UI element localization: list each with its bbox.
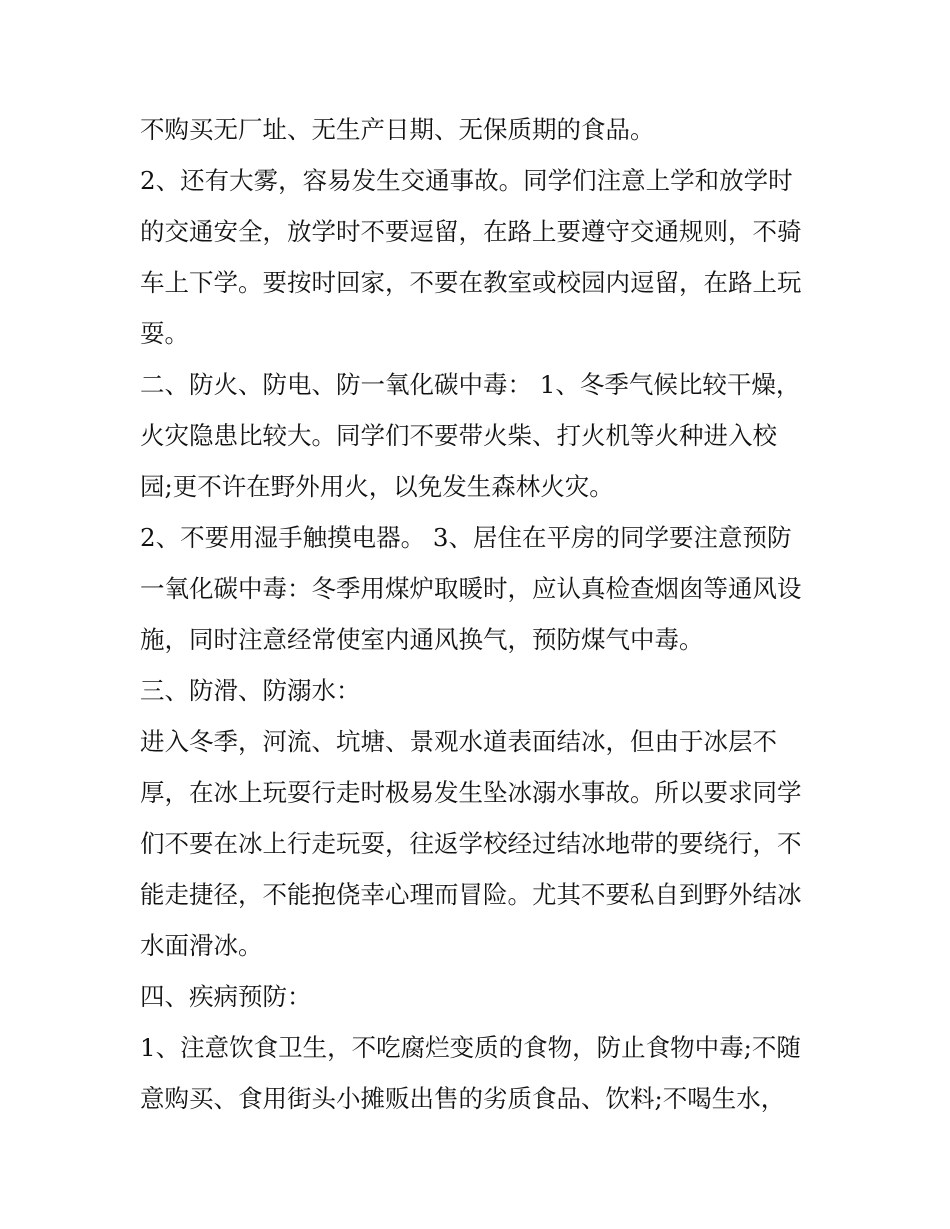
section-heading-slip: 三、防滑、防溺水： xyxy=(140,676,361,705)
text-line: 2、不要用湿手触摸电器。 3、居住在平房的同学要注意预防 xyxy=(140,523,792,552)
text-line: 不购买无厂址、无生产日期、无保质期的食品。 xyxy=(140,115,655,144)
text-line: 园;更不许在野外用火，以免发生森林火灾。 xyxy=(140,472,614,501)
section-heading-disease: 四、疾病预防： xyxy=(140,982,312,1011)
section-heading-fire: 二、防火、防电、防一氧化碳中毒： 1、冬季气候比较干燥， xyxy=(140,370,801,399)
text-line: 一氧化碳中毒：冬季用煤炉取暖时，应认真检查烟囱等通风设 xyxy=(140,574,802,603)
text-line: 1、注意饮食卫生，不吃腐烂变质的食物，防止食物中毒;不随 xyxy=(140,1033,801,1062)
text-line: 进入冬季，河流、坑塘、景观水道表面结冰，但由于冰层不 xyxy=(140,727,777,756)
text-line: 火灾隐患比较大。同学们不要带火柴、打火机等火种进入校 xyxy=(140,421,777,450)
text-line: 2、还有大雾，容易发生交通事故。同学们注意上学和放学时 xyxy=(140,166,793,195)
document-body xyxy=(140,104,830,1124)
text-line: 能走捷径，不能抱侥幸心理而冒险。尤其不要私自到野外结冰 xyxy=(140,880,802,909)
text-line: 车上下学。要按时回家，不要在教室或校园内逗留，在路上玩 xyxy=(140,268,802,297)
text-line: 耍。 xyxy=(140,319,189,348)
text-line: 施，同时注意经常使室内通风换气，预防煤气中毒。 xyxy=(140,625,704,654)
text-line: 厚，在冰上玩耍行走时极易发生坠冰溺水事故。所以要求同学 xyxy=(140,778,802,807)
text-line: 意购买、食用街头小摊贩出售的劣质食品、饮料;不喝生水， xyxy=(140,1084,786,1113)
text-line: 的交通安全，放学时不要逗留，在路上要遵守交通规则，不骑 xyxy=(140,217,802,246)
text-line: 水面滑冰。 xyxy=(140,931,263,960)
text-line: 们不要在冰上行走玩耍，往返学校经过结冰地带的要绕行，不 xyxy=(140,829,802,858)
